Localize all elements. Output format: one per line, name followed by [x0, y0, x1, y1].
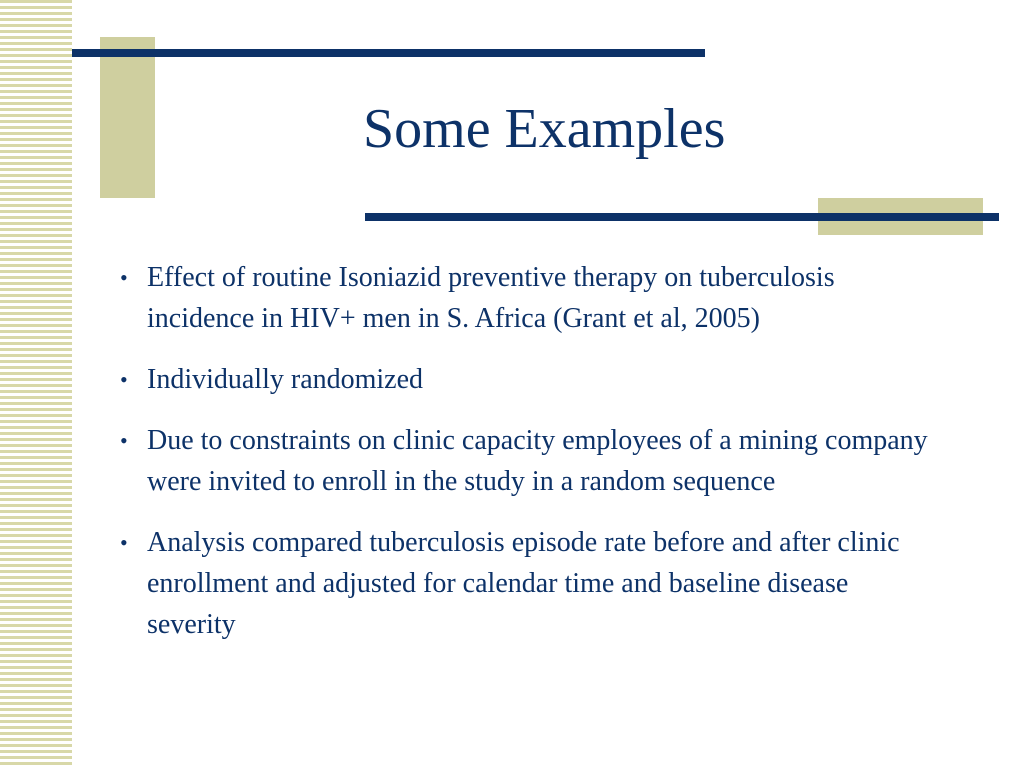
slide-title: Some Examples [363, 98, 726, 160]
bullet-marker: • [120, 367, 128, 392]
bullet-text: Effect of routine Isoniazid preventive therapy on tuberculosis incidence in HIV+ men in S. Africa (Grant et al, 2005) [147, 262, 835, 334]
left-stripe-decoration [0, 0, 72, 768]
bullet-item [112, 522, 942, 645]
bullet-text: Analysis compared tuberculosis episode rate before and after clinic enrollment and adjusted for calendar time and baseline disease severity [147, 527, 900, 640]
tan-accent-block-top [100, 37, 155, 198]
bullet-marker: • [120, 428, 128, 453]
top-rule [72, 49, 705, 57]
bullet-marker: • [120, 530, 128, 555]
bullet-item [112, 359, 942, 400]
bullet-marker: • [120, 265, 128, 290]
bullet-text: Due to constraints on clinic capacity employees of a mining company were invited to enroll in the study in a random sequence [147, 425, 928, 497]
bullet-list [112, 257, 942, 665]
title-underline-rule [365, 213, 999, 221]
bullet-item [112, 257, 942, 339]
bullet-text: Individually randomized [147, 364, 424, 395]
bullet-item [112, 420, 942, 502]
